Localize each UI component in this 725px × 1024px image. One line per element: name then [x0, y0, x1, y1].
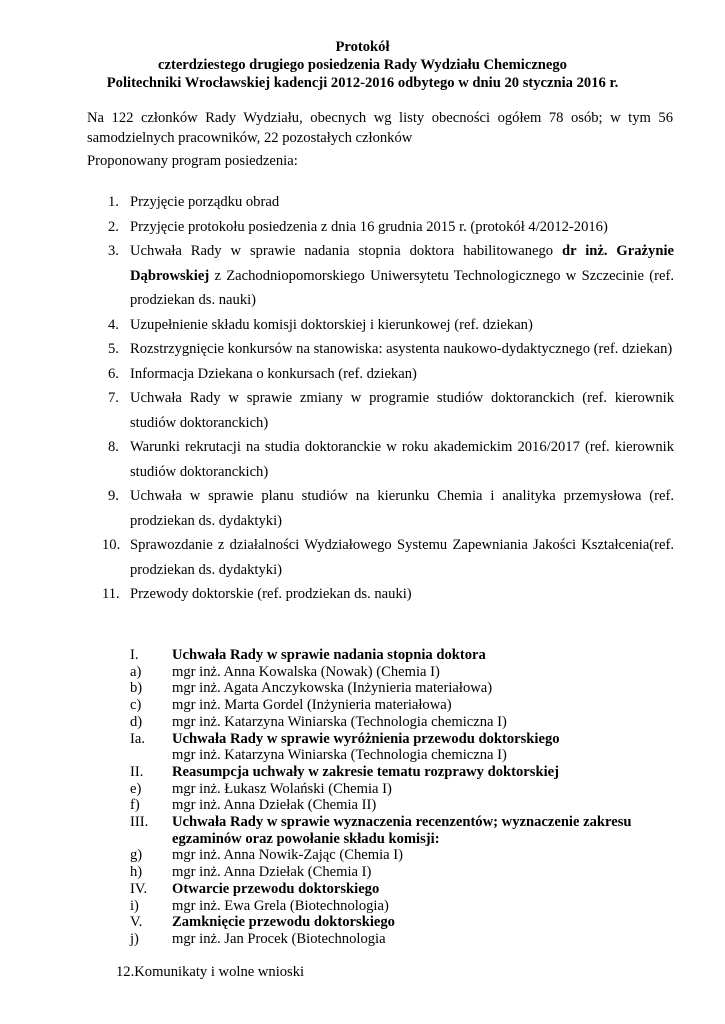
agenda-item-text: Przyjęcie protokołu posiedzenia z dnia 16 grudnia 2015 r. (protokół 4/2012-2016) — [130, 218, 608, 235]
sub-item-label: I. — [130, 647, 139, 663]
sub-section-heading — [130, 881, 650, 898]
agenda-item-text: Sprawozdanie z działalności Wydziałowego Systemu Zapewniania Jakości Kształcenia(ref. prodziekan ds. dydaktyki) — [130, 537, 674, 578]
protocol-subtitle-line-1: czterdziestego drugiego posiedzenia Rady Wydziału Chemicznego — [158, 57, 567, 73]
sub-item-text: mgr inż. Ewa Grela (Biotechnologia) — [172, 897, 389, 914]
sub-item — [130, 664, 650, 681]
sub-item-text: Uchwała Rady w sprawie wyróżnienia przewodu doktorskiego — [172, 730, 560, 747]
agenda-item-4 — [88, 313, 674, 338]
agenda-list — [88, 190, 674, 607]
agenda-item-number: 5. — [108, 341, 119, 357]
agenda-item-text: Uchwała Rady w sprawie zmiany w programie studiów doktoranckich (ref. kierownik studiów doktoranckich) — [130, 390, 674, 431]
sub-item-text: mgr inż. Łukasz Wolański (Chemia I) — [172, 780, 392, 797]
sub-item-label: b) — [130, 680, 143, 697]
agenda-item-number: 10. — [102, 537, 121, 553]
agenda-item-text: Uzupełnienie składu komisji doktorskiej i kierunkowej (ref. dziekan) — [130, 316, 533, 333]
sub-section-heading — [130, 731, 650, 748]
sub-item-text: mgr inż. Katarzyna Winiarska (Technologia chemiczna I) — [172, 713, 507, 730]
sub-item — [130, 781, 650, 798]
sub-item-label: d) — [130, 713, 143, 730]
sub-item-text: Zamknięcie przewodu doktorskiego — [172, 914, 395, 931]
sub-item — [130, 714, 650, 731]
agenda-item-2 — [88, 215, 674, 240]
sub-item-label: h) — [130, 864, 143, 881]
sub-item-text: mgr inż. Anna Kowalska (Nowak) (Chemia I) — [172, 663, 440, 680]
sub-section-heading — [130, 647, 650, 664]
sub-item-label: V. — [130, 914, 143, 931]
sub-item — [130, 747, 650, 764]
program-heading: Proponowany program posiedzenia: — [87, 153, 298, 169]
sub-item-label: j) — [130, 930, 139, 947]
protocol-subtitle-line-2: Politechniki Wrocławskiej kadencji 2012-2016 odbytego w dniu 20 stycznia 2016 r. — [106, 75, 619, 91]
sub-item-label: a) — [130, 663, 142, 680]
sub-item — [130, 931, 650, 948]
agenda-item-number: 7. — [108, 390, 119, 406]
sub-item-label: f) — [130, 797, 140, 814]
agenda-item-number: 6. — [108, 365, 119, 382]
sub-section-heading — [130, 814, 650, 847]
attendance-paragraph: Na 122 członków Rady Wydziału, obecnych wg listy obecności ogółem 78 osób; w tym 56 samodzielnych pracowników, 22 pozostałych członków — [87, 110, 673, 146]
sub-item — [130, 898, 650, 915]
agenda-item-7 — [88, 386, 674, 435]
sub-item-text: mgr inż. Marta Gordel (Inżynieria materiałowa) — [172, 697, 452, 714]
agenda-item-number: 8. — [108, 439, 119, 455]
sub-item-text: mgr inż. Katarzyna Winiarska (Technologia chemiczna I) — [172, 747, 507, 764]
agenda-item-12: 12.Komunikaty i wolne wnioski — [116, 964, 305, 980]
agenda-item-text: Przyjęcie porządku obrad — [130, 194, 280, 210]
sub-item-text: mgr inż. Anna Dziełak (Chemia I) — [172, 864, 372, 881]
sub-item-label: Ia. — [130, 730, 145, 747]
agenda-item-number: 1. — [108, 194, 119, 210]
agenda-item-text: Warunki rekrutacji na studia doktoranckie w roku akademickim 2016/2017 (ref. kierownik studiów doktoranckich) — [130, 439, 674, 480]
sub-item-text: mgr inż. Anna Dziełak (Chemia II) — [172, 797, 377, 814]
sub-item — [130, 864, 650, 881]
habilitation-candidate-name: dr inż. Grażynie Dąbrowskiej — [130, 243, 674, 284]
sub-item-text: Otwarcie przewodu doktorskiego — [172, 880, 380, 897]
sub-item-label: g) — [130, 847, 143, 864]
sub-item-label: e) — [130, 780, 142, 797]
agenda-item-number: 3. — [108, 243, 119, 259]
sub-item-label: c) — [130, 697, 142, 714]
agenda-item-number: 11. — [102, 586, 120, 602]
sub-item — [130, 697, 650, 714]
agenda-item-8 — [88, 435, 674, 484]
agenda-item-text: Uchwała w sprawie planu studiów na kierunku Chemia i analityka przemysłowa (ref. prodziekan ds. dydaktyki) — [130, 488, 674, 529]
agenda-item-5 — [88, 337, 674, 362]
sub-item-text: Reasumpcja uchwały w zakresie tematu rozprawy doktorskiej — [172, 763, 559, 780]
agenda-item-text: Informacja Dziekana o konkursach (ref. dziekan) — [130, 365, 417, 382]
agenda-item-text-post: z Zachodniopomorskiego Uniwersytetu Technologicznego w Szczecinie (ref. prodziekan ds. nauki) — [130, 267, 674, 308]
agenda-item-text-pre: Uchwała Rady w sprawie nadania stopnia doktora habilitowanego — [130, 243, 562, 259]
sub-item-text: mgr inż. Agata Anczykowska (Inżynieria materiałowa) — [172, 680, 493, 697]
sub-section-heading — [130, 764, 650, 781]
sub-item — [130, 847, 650, 864]
agenda-item-text: Rozstrzygnięcie konkursów na stanowiska: asystenta naukowo-dydaktycznego (ref. dziekan) — [130, 341, 673, 357]
agenda-item-10 — [88, 533, 674, 582]
agenda-item-11 — [88, 582, 674, 607]
sub-item-label: III. — [130, 814, 149, 831]
agenda-item-9 — [88, 484, 674, 533]
agenda-item-6 — [88, 362, 674, 387]
agenda-item-text: Przewody doktorskie (ref. prodziekan ds. nauki) — [130, 586, 412, 602]
sub-item — [130, 680, 650, 697]
sub-item — [130, 797, 650, 814]
sub-section-heading — [130, 914, 650, 931]
agenda-item-number: 4. — [108, 316, 119, 333]
protocol-title: Protokół — [335, 39, 390, 55]
sub-item-text: mgr inż. Jan Procek (Biotechnologia — [172, 930, 386, 947]
sub-item-label: i) — [130, 897, 139, 914]
protocol-header — [0, 38, 725, 92]
sub-item-text: mgr inż. Anna Nowik-Zając (Chemia I) — [172, 847, 403, 864]
agenda-item-number: 9. — [108, 488, 119, 504]
sub-item-label: II. — [130, 763, 144, 780]
doctoral-proceedings-list — [130, 647, 650, 948]
agenda-item-number: 2. — [108, 218, 119, 235]
agenda-item-3 — [88, 239, 674, 313]
agenda-item-1 — [88, 190, 674, 215]
sub-item-label: IV. — [130, 880, 148, 897]
sub-item-text: Uchwała Rady w sprawie nadania stopnia doktora — [172, 647, 486, 663]
sub-item-text: Uchwała Rady w sprawie wyznaczenia recenzentów; wyznaczenie zakresu egzaminów oraz powołanie składu komisji: — [172, 814, 632, 847]
